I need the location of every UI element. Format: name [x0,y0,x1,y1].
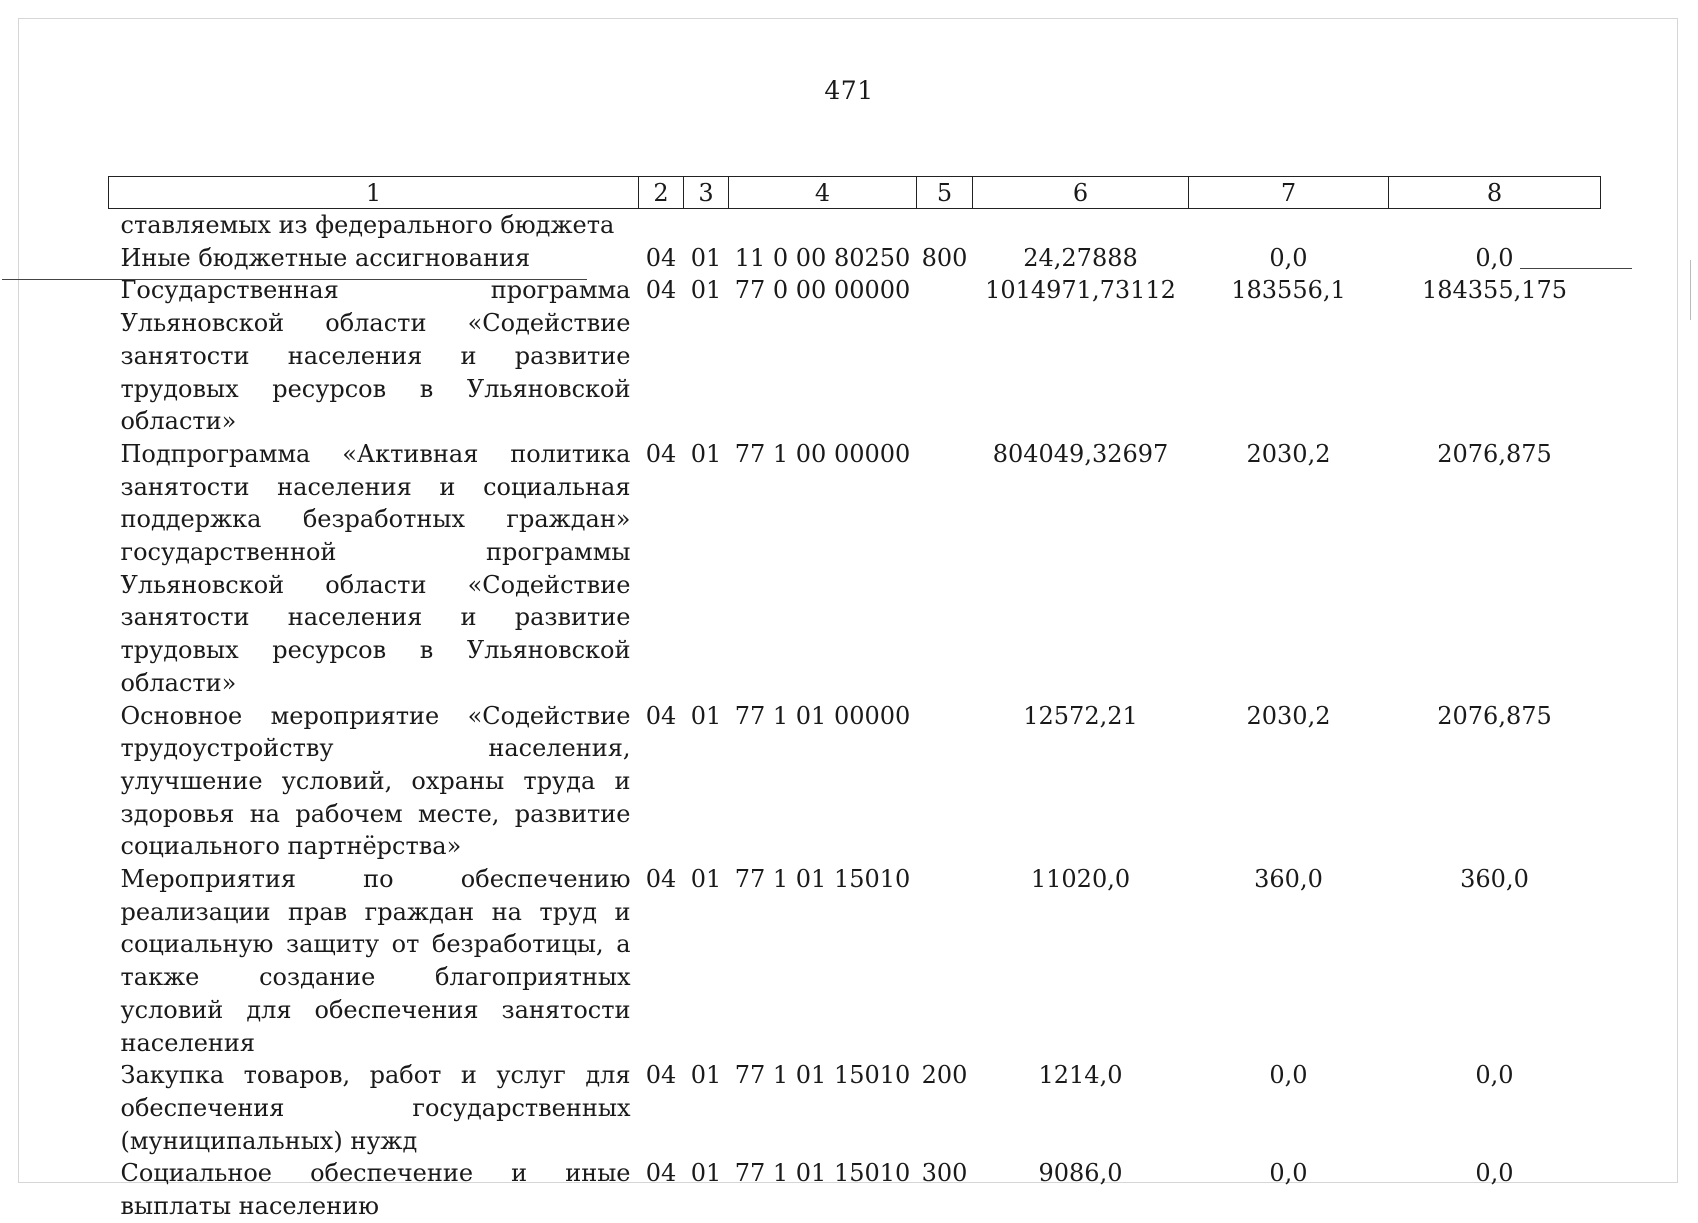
row-amount-2: 0,0 [1269,243,1308,272]
budget-table [108,176,1601,1223]
table-row [109,700,1601,864]
row-subsection [684,209,729,242]
header-col-6: 6 [973,177,1189,209]
row-subsection: 01 [690,439,722,468]
row-amount-3 [1389,209,1601,242]
header-row [109,177,1601,209]
table-row [109,863,1601,1059]
scan-underline-right [1520,268,1632,269]
table-row [109,242,1601,275]
row-amount-1: 24,27888 [1023,243,1138,272]
table-body [109,209,1601,1223]
row-expense-type [917,209,973,242]
row-subsection: 01 [690,276,722,305]
row-target-article: 77 1 01 00000 [734,701,911,730]
row-target-article: 77 1 01 15010 [734,1159,911,1188]
table-row [109,1157,1601,1222]
row-name: Иные бюджетные ассигнования [120,243,531,272]
row-subsection: 01 [690,1159,722,1188]
row-expense-type: 300 [921,1159,968,1188]
row-name: Подпрограмма «Активная политика занятости населения и социальная поддержка безработных граждан» государственной программы Ульяновской области «Содействие занятости населения и развитие трудовых ресурсов в Ульяновской области» [120,439,631,697]
row-section: 04 [645,1159,677,1188]
table-header [109,177,1601,209]
row-section: 04 [645,865,677,894]
row-amount-2: 0,0 [1269,1159,1308,1188]
row-section [639,209,684,242]
row-subsection: 01 [690,701,722,730]
scan-underline-left [2,279,587,280]
row-amount-2 [1189,209,1389,242]
row-name: Государственная программа Ульяновской области «Содействие занятости населения и развитие трудовых ресурсов в Ульяновской области» [120,276,631,436]
header-col-3: 3 [684,177,729,209]
row-target-article: 77 1 01 15010 [734,1061,911,1090]
row-name: Социальное обеспечение и иные выплаты населению [120,1159,631,1221]
header-col-7: 7 [1189,177,1389,209]
table-row [109,274,1601,438]
row-amount-2: 0,0 [1269,1061,1308,1090]
row-amount-2: 2030,2 [1246,701,1331,730]
row-name: ставляемых из федерального бюджета [120,211,615,239]
row-section: 04 [645,276,677,305]
row-expense-type: 800 [921,243,968,272]
row-section: 04 [645,439,677,468]
row-expense-type [917,863,973,1059]
row-section: 04 [645,1061,677,1090]
header-col-2: 2 [639,177,684,209]
table-row [109,1059,1601,1157]
row-subsection: 01 [690,865,722,894]
row-expense-type: 200 [921,1061,968,1090]
row-amount-1: 11020,0 [1030,865,1131,894]
header-col-4: 4 [729,177,917,209]
header-col-5: 5 [917,177,973,209]
row-amount-3: 2076,875 [1437,701,1552,730]
row-amount-3: 184355,175 [1421,276,1568,305]
row-target-article [729,209,917,242]
row-target-article: 11 0 00 80250 [734,243,911,272]
row-amount-3: 0,0 [1475,1061,1514,1090]
row-amount-3: 0,0 [1475,1159,1514,1188]
row-amount-1: 9086,0 [1038,1159,1123,1188]
row-subsection: 01 [690,1061,722,1090]
row-amount-3: 0,0 [1475,243,1514,272]
table-row [109,209,1601,242]
row-amount-1: 804049,32697 [992,439,1169,468]
scan-edge-mark [1690,260,1691,320]
row-section: 04 [645,243,677,272]
row-amount-2: 2030,2 [1246,439,1331,468]
row-amount-3: 360,0 [1460,865,1529,894]
header-col-8: 8 [1389,177,1601,209]
row-expense-type [917,274,973,438]
row-target-article: 77 0 00 00000 [734,276,911,305]
row-amount-2: 183556,1 [1231,276,1346,305]
row-name: Основное мероприятие «Содействие трудоустройству населения, улучшение условий, охраны труда и здоровья на рабочем месте, развитие социального партнёрства» [120,701,631,861]
row-amount-1 [973,209,1189,242]
row-expense-type [917,438,973,700]
row-name: Мероприятия по обеспечению реализации прав граждан на труд и социальную защиту от безработицы, а также создание благоприятных условий для обеспечения занятости населения [120,865,631,1057]
row-amount-2: 360,0 [1254,865,1323,894]
row-target-article: 77 1 01 15010 [734,865,911,894]
row-expense-type [917,700,973,864]
header-col-1: 1 [109,177,639,209]
row-amount-1: 12572,21 [1023,701,1138,730]
page-number: 471 [824,76,874,105]
row-amount-1: 1214,0 [1038,1061,1123,1090]
table-row [109,438,1601,700]
row-subsection: 01 [690,243,722,272]
row-name: Закупка товаров, работ и услуг для обеспечения государственных (муниципальных) нужд [120,1061,631,1155]
row-target-article: 77 1 00 00000 [734,439,911,468]
row-amount-1: 1014971,73112 [985,276,1176,305]
row-section: 04 [645,701,677,730]
row-amount-3: 2076,875 [1437,439,1552,468]
